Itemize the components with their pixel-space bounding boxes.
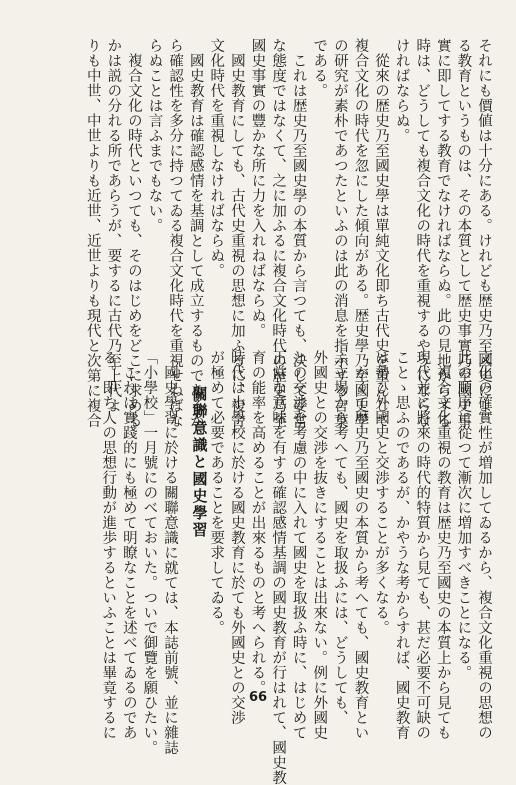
text-line: これは實踐的にも極めて明瞭なことを述べてゐるのであ (120, 364, 137, 740)
text-line: 此の順序に從つて漸次に増加すべきことになる。 (455, 350, 472, 680)
text-line: 「小學校」一月號にのべておいた。ついで御覽を願ひたい。 (141, 350, 158, 755)
text-line: かは説の分れる所であらうが、要するに古代乃至上代よ (105, 38, 122, 413)
text-line: 文化の確實性が増加してゐるから、複合文化重視の思想の (476, 350, 492, 740)
text-line: な態度ではなくて、之に加ふるに複合文化時代の歴史乃至 (270, 38, 287, 428)
section-heading-column (180, 350, 220, 668)
text-line: ふ立場から考へても、國史を取扱ふには、どうしても、 (331, 350, 348, 725)
text-line: 外國史との交渉を抜きにすることは出來ない。例に外國史 (311, 350, 328, 740)
text-line: 複合文化重視の教育は歴史乃至國史の本質上から見ても (434, 364, 451, 740)
text-line: が極めて必要であることを要求してゐる。 (208, 350, 225, 635)
text-line: 從來の歴史乃至國史學は單純文化即ち古代史を重んじて (373, 52, 390, 428)
page-number: 66 (248, 690, 268, 705)
text-line: る。即ち人の思想行動が進歩するといふことは畢竟するに (100, 350, 117, 740)
text-line: との交渉を考慮の中に入れて國史を取扱ふ時に、はじめて (290, 350, 307, 740)
text-line: ければならぬ。 (393, 38, 410, 143)
text-line: 國史學習に於ける關聯意識に就ては、本誌前號、並に雜誌 (162, 364, 178, 755)
text-line: 國史事實の豐かな所に力を入れねばならぬ。 (249, 38, 266, 338)
text-line: 文化時代を重視しなければならぬ。 (208, 38, 225, 278)
text-line: これは歴史乃至國史學の本質から言つても、決して妥當 (290, 52, 307, 428)
text-line: 國史教育は確認感情を基調として成立するものであるか (187, 52, 204, 428)
top-text-block (30, 38, 494, 428)
text-line: 複合文化の時代を忽にした傾向がある。歴史學乃至國史學 (352, 38, 369, 428)
text-line: ら確認性を多分に持つてゐる複合文化時代を重視せねばな (167, 38, 184, 428)
text-line: 複合文化の時代といつても、そのはじめをどこに求める (125, 52, 142, 428)
text-line: それにも價値は十分にある。けれども歴史乃至國史によ (476, 38, 492, 413)
text-line: る教育というものは、その本質として歴史事實乃至國史事 (455, 38, 472, 428)
text-line: らぬことは言ふまでもない。 (146, 38, 163, 233)
text-line: 現代並に將來の時代的特質から見ても、甚だ必要不可缺の (414, 350, 431, 740)
text-line: である。 (311, 38, 328, 98)
text-line: 國史教育にしても、古代史重視の思想に加ふるに、複合 (228, 52, 245, 428)
text-line: 育の能率を高めることが出來るものと考へられる。 (249, 350, 266, 695)
text-line: 正當な意味を有する確認感情基調の國史教育が行はれて、國史教 (270, 350, 287, 785)
text-line: は勢ひ外國史と交渉することが多くなる。 (373, 350, 390, 635)
text-line: ことゝ思ふのであるが、かやうな考からすれば、國史教育 (393, 350, 410, 740)
text-line: 時は、どうしても複合文化の時代を重視するやうにならな (414, 38, 431, 428)
text-line: 實に即してする教育でなければならぬ。此の見地からする (434, 38, 451, 428)
text-line: りも中世、中世よりも近世、近世よりも現代と次第に複合 (84, 38, 101, 428)
section-heading: 關聯意識と國史學習 (190, 386, 209, 539)
text-line: 時代は小學校に於ける國史教育に於ても外國史との交渉 (228, 350, 245, 725)
text-line: の研究が素朴であつたといふのは此の消息を指示する言葉 (331, 38, 348, 428)
text-line: かくて歴史乃至國史の本質から考へても、國史教育とい (352, 364, 369, 740)
bottom-left-text-block (30, 350, 180, 755)
